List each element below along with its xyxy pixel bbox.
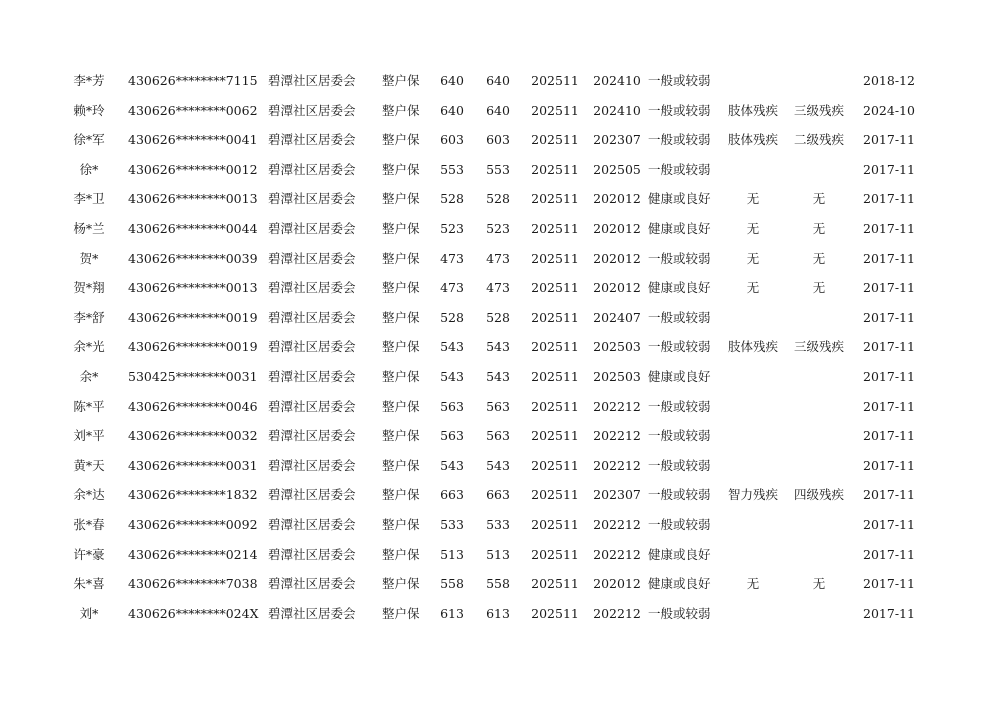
id-number-cell: 430626********0062 xyxy=(128,102,258,118)
id-number-cell: 430626********0032 xyxy=(128,428,258,444)
table-row xyxy=(0,392,1000,422)
date-cell: 2017-11 xyxy=(863,457,915,473)
date-cell: 2017-11 xyxy=(863,576,915,592)
month-cell: 202212 xyxy=(593,428,641,444)
community-cell: 碧潭社区居委会 xyxy=(268,457,356,473)
name-cell: 朱*喜 xyxy=(73,576,105,592)
disability-level-cell: 三级残疾 xyxy=(793,102,844,118)
month-cell: 202212 xyxy=(593,516,641,532)
community-cell: 碧潭社区居委会 xyxy=(268,546,356,562)
amount-cell: 513 xyxy=(440,546,464,562)
id-number-cell: 530425********0031 xyxy=(128,368,258,384)
date-cell: 2017-11 xyxy=(863,546,915,562)
id-number-cell: 430626********0041 xyxy=(128,132,258,148)
health-status-cell: 健康或良好 xyxy=(648,191,711,207)
community-cell: 碧潭社区居委会 xyxy=(268,132,356,148)
disability-type-cell xyxy=(722,362,784,392)
disability-level-cell: 四级残疾 xyxy=(793,487,844,503)
date-cell: 2018-12 xyxy=(863,73,915,88)
health-status-cell: 一般或较弱 xyxy=(648,398,711,414)
month-cell: 202511 xyxy=(531,309,579,325)
health-status-cell: 健康或良好 xyxy=(648,368,711,384)
disability-level-cell xyxy=(788,362,850,392)
id-number-cell: 430626********0013 xyxy=(128,191,258,207)
health-status-cell: 一般或较弱 xyxy=(648,428,711,444)
assistance-type-cell: 整户保 xyxy=(382,220,420,236)
table-row xyxy=(0,510,1000,540)
community-cell: 碧潭社区居委会 xyxy=(268,516,356,532)
disability-level-cell xyxy=(788,510,850,540)
amount-cell: 640 xyxy=(440,102,464,118)
id-number-cell: 430626********0012 xyxy=(128,161,258,177)
id-number-cell: 430626********0214 xyxy=(128,546,258,562)
name-cell: 张*春 xyxy=(73,516,105,532)
community-cell: 碧潭社区居委会 xyxy=(268,161,356,177)
amount-cell: 543 xyxy=(440,339,464,355)
disability-type-cell: 肢体残疾 xyxy=(727,102,778,118)
disability-type-cell xyxy=(722,392,784,422)
amount-cell: 553 xyxy=(486,161,510,177)
community-cell: 碧潭社区居委会 xyxy=(268,73,356,88)
disability-type-cell xyxy=(722,510,784,540)
assistance-type-cell: 整户保 xyxy=(382,191,420,207)
community-cell: 碧潭社区居委会 xyxy=(268,576,356,592)
date-cell: 2017-11 xyxy=(863,132,915,148)
month-cell: 202511 xyxy=(531,457,579,473)
id-number-cell: 430626********0031 xyxy=(128,457,258,473)
table-row xyxy=(0,184,1000,214)
month-cell: 202407 xyxy=(593,309,641,325)
amount-cell: 543 xyxy=(486,457,510,473)
month-cell: 202511 xyxy=(531,132,579,148)
amount-cell: 543 xyxy=(440,368,464,384)
community-cell: 碧潭社区居委会 xyxy=(268,605,356,621)
disability-level-cell xyxy=(788,303,850,333)
assistance-type-cell: 整户保 xyxy=(382,487,420,503)
health-status-cell: 一般或较弱 xyxy=(648,132,711,148)
table-row xyxy=(0,155,1000,185)
month-cell: 202012 xyxy=(593,576,641,592)
community-cell: 碧潭社区居委会 xyxy=(268,368,356,384)
month-cell: 202012 xyxy=(593,250,641,266)
community-cell: 碧潭社区居委会 xyxy=(268,309,356,325)
health-status-cell: 一般或较弱 xyxy=(648,339,711,355)
disability-level-cell: 无 xyxy=(812,220,826,236)
month-cell: 202511 xyxy=(531,398,579,414)
amount-cell: 640 xyxy=(486,73,510,88)
community-cell: 碧潭社区居委会 xyxy=(268,220,356,236)
assistance-type-cell: 整户保 xyxy=(382,576,420,592)
id-number-cell: 430626********0019 xyxy=(128,339,258,355)
name-cell: 杨*兰 xyxy=(73,220,105,236)
disability-type-cell: 无 xyxy=(746,191,760,207)
month-cell: 202012 xyxy=(593,191,641,207)
amount-cell: 613 xyxy=(440,605,464,621)
disability-type-cell xyxy=(722,451,784,481)
month-cell: 202410 xyxy=(593,102,641,118)
date-cell: 2017-11 xyxy=(863,161,915,177)
id-number-cell: 430626********7038 xyxy=(128,576,258,592)
table-row xyxy=(0,451,1000,481)
community-cell: 碧潭社区居委会 xyxy=(268,487,356,503)
month-cell: 202511 xyxy=(531,487,579,503)
month-cell: 202307 xyxy=(593,487,641,503)
table-row xyxy=(0,421,1000,451)
community-cell: 碧潭社区居委会 xyxy=(268,250,356,266)
month-cell: 202511 xyxy=(531,250,579,266)
table-row xyxy=(0,273,1000,303)
health-status-cell: 一般或较弱 xyxy=(648,516,711,532)
month-cell: 202503 xyxy=(593,339,641,355)
amount-cell: 528 xyxy=(440,191,464,207)
disability-type-cell: 无 xyxy=(746,280,760,296)
date-cell: 2017-11 xyxy=(863,309,915,325)
assistance-type-cell: 整户保 xyxy=(382,132,420,148)
health-status-cell: 一般或较弱 xyxy=(648,487,711,503)
month-cell: 202511 xyxy=(531,516,579,532)
date-cell: 2017-11 xyxy=(863,191,915,207)
date-cell: 2017-11 xyxy=(863,368,915,384)
amount-cell: 563 xyxy=(440,428,464,444)
health-status-cell: 一般或较弱 xyxy=(648,73,711,88)
table-row xyxy=(0,214,1000,244)
health-status-cell: 健康或良好 xyxy=(648,220,711,236)
disability-type-cell: 无 xyxy=(746,250,760,266)
disability-level-cell xyxy=(788,155,850,185)
disability-level-cell: 三级残疾 xyxy=(793,339,844,355)
name-cell: 贺* xyxy=(79,250,99,266)
date-cell: 2017-11 xyxy=(863,398,915,414)
date-cell: 2017-11 xyxy=(863,280,915,296)
month-cell: 202212 xyxy=(593,605,641,621)
assistance-type-cell: 整户保 xyxy=(382,368,420,384)
amount-cell: 528 xyxy=(486,309,510,325)
date-cell: 2017-11 xyxy=(863,250,915,266)
disability-type-cell: 无 xyxy=(746,220,760,236)
amount-cell: 473 xyxy=(440,250,464,266)
name-cell: 余*达 xyxy=(73,487,105,503)
month-cell: 202511 xyxy=(531,220,579,236)
disability-level-cell xyxy=(788,599,850,629)
id-number-cell: 430626********1832 xyxy=(128,487,258,503)
amount-cell: 528 xyxy=(486,191,510,207)
disability-type-cell: 无 xyxy=(746,576,760,592)
name-cell: 贺*翔 xyxy=(73,280,105,296)
date-cell: 2017-11 xyxy=(863,516,915,532)
health-status-cell: 一般或较弱 xyxy=(648,309,711,325)
amount-cell: 603 xyxy=(486,132,510,148)
community-cell: 碧潭社区居委会 xyxy=(268,191,356,207)
id-number-cell: 430626********7115 xyxy=(128,73,258,88)
month-cell: 202212 xyxy=(593,457,641,473)
health-status-cell: 一般或较弱 xyxy=(648,102,711,118)
amount-cell: 543 xyxy=(486,368,510,384)
community-cell: 碧潭社区居委会 xyxy=(268,398,356,414)
amount-cell: 533 xyxy=(486,516,510,532)
name-cell: 徐* xyxy=(79,161,99,177)
month-cell: 202511 xyxy=(531,280,579,296)
disability-type-cell: 肢体残疾 xyxy=(727,339,778,355)
disability-type-cell xyxy=(722,303,784,333)
table-row xyxy=(0,599,1000,629)
amount-cell: 603 xyxy=(440,132,464,148)
amount-cell: 558 xyxy=(440,576,464,592)
id-number-cell: 430626********0039 xyxy=(128,250,258,266)
amount-cell: 473 xyxy=(486,250,510,266)
month-cell: 202012 xyxy=(593,220,641,236)
id-number-cell: 430626********0092 xyxy=(128,516,258,532)
name-cell: 余*光 xyxy=(73,339,105,355)
date-cell: 2017-11 xyxy=(863,487,915,503)
month-cell: 202505 xyxy=(593,161,641,177)
amount-cell: 563 xyxy=(486,398,510,414)
date-cell: 2017-11 xyxy=(863,428,915,444)
amount-cell: 663 xyxy=(440,487,464,503)
health-status-cell: 一般或较弱 xyxy=(648,605,711,621)
table-row xyxy=(0,244,1000,274)
date-cell: 2017-11 xyxy=(863,339,915,355)
amount-cell: 473 xyxy=(486,280,510,296)
amount-cell: 523 xyxy=(440,220,464,236)
assistance-type-cell: 整户保 xyxy=(382,605,420,621)
records-table xyxy=(0,66,1000,628)
table-row xyxy=(0,480,1000,510)
name-cell: 刘*平 xyxy=(73,428,105,444)
amount-cell: 613 xyxy=(486,605,510,621)
assistance-type-cell: 整户保 xyxy=(382,250,420,266)
disability-type-cell xyxy=(722,540,784,570)
amount-cell: 553 xyxy=(440,161,464,177)
id-number-cell: 430626********0046 xyxy=(128,398,258,414)
name-cell: 李*卫 xyxy=(73,191,105,207)
assistance-type-cell: 整户保 xyxy=(382,428,420,444)
disability-type-cell: 智力残疾 xyxy=(727,487,778,503)
month-cell: 202511 xyxy=(531,368,579,384)
community-cell: 碧潭社区居委会 xyxy=(268,339,356,355)
amount-cell: 563 xyxy=(440,398,464,414)
assistance-type-cell: 整户保 xyxy=(382,516,420,532)
assistance-type-cell: 整户保 xyxy=(382,161,420,177)
disability-type-cell xyxy=(722,421,784,451)
amount-cell: 663 xyxy=(486,487,510,503)
disability-level-cell xyxy=(788,421,850,451)
health-status-cell: 健康或良好 xyxy=(648,576,711,592)
month-cell: 202511 xyxy=(531,605,579,621)
id-number-cell: 430626********0044 xyxy=(128,220,258,236)
amount-cell: 543 xyxy=(486,339,510,355)
table-row xyxy=(0,66,1000,96)
assistance-type-cell: 整户保 xyxy=(382,309,420,325)
name-cell: 李*芳 xyxy=(73,73,105,88)
amount-cell: 528 xyxy=(440,309,464,325)
amount-cell: 640 xyxy=(486,102,510,118)
table-row xyxy=(0,96,1000,126)
date-cell: 2024-10 xyxy=(863,102,915,118)
id-number-cell: 430626********0013 xyxy=(128,280,258,296)
amount-cell: 558 xyxy=(486,576,510,592)
table-row xyxy=(0,125,1000,155)
disability-level-cell: 二级残疾 xyxy=(793,132,844,148)
name-cell: 徐*军 xyxy=(73,132,105,148)
health-status-cell: 一般或较弱 xyxy=(648,250,711,266)
name-cell: 陈*平 xyxy=(73,398,105,414)
table-row xyxy=(0,303,1000,333)
community-cell: 碧潭社区居委会 xyxy=(268,280,356,296)
health-status-cell: 一般或较弱 xyxy=(648,161,711,177)
health-status-cell: 健康或良好 xyxy=(648,546,711,562)
table-row xyxy=(0,362,1000,392)
disability-level-cell: 无 xyxy=(812,280,826,296)
month-cell: 202503 xyxy=(593,368,641,384)
month-cell: 202511 xyxy=(531,191,579,207)
month-cell: 202012 xyxy=(593,280,641,296)
amount-cell: 543 xyxy=(440,457,464,473)
month-cell: 202212 xyxy=(593,546,641,562)
community-cell: 碧潭社区居委会 xyxy=(268,428,356,444)
name-cell: 黄*天 xyxy=(73,457,105,473)
month-cell: 202410 xyxy=(593,73,641,88)
assistance-type-cell: 整户保 xyxy=(382,102,420,118)
health-status-cell: 健康或良好 xyxy=(648,280,711,296)
date-cell: 2017-11 xyxy=(863,220,915,236)
month-cell: 202511 xyxy=(531,576,579,592)
id-number-cell: 430626********0019 xyxy=(128,309,258,325)
table-row xyxy=(0,540,1000,570)
assistance-type-cell: 整户保 xyxy=(382,398,420,414)
month-cell: 202511 xyxy=(531,102,579,118)
name-cell: 赖*玲 xyxy=(73,102,105,118)
month-cell: 202511 xyxy=(531,161,579,177)
date-cell: 2017-11 xyxy=(863,605,915,621)
assistance-type-cell: 整户保 xyxy=(382,73,420,88)
community-cell: 碧潭社区居委会 xyxy=(268,102,356,118)
disability-level-cell: 无 xyxy=(812,191,826,207)
name-cell: 刘* xyxy=(79,605,99,621)
amount-cell: 513 xyxy=(486,546,510,562)
name-cell: 许*豪 xyxy=(73,546,105,562)
disability-level-cell xyxy=(788,66,850,96)
month-cell: 202307 xyxy=(593,132,641,148)
disability-level-cell xyxy=(788,392,850,422)
name-cell: 李*舒 xyxy=(73,309,105,325)
amount-cell: 640 xyxy=(440,73,464,88)
name-cell: 余* xyxy=(79,368,99,384)
month-cell: 202511 xyxy=(531,546,579,562)
assistance-type-cell: 整户保 xyxy=(382,457,420,473)
month-cell: 202511 xyxy=(531,73,579,88)
disability-level-cell: 无 xyxy=(812,576,826,592)
disability-level-cell xyxy=(788,451,850,481)
disability-level-cell xyxy=(788,540,850,570)
disability-level-cell: 无 xyxy=(812,250,826,266)
assistance-type-cell: 整户保 xyxy=(382,546,420,562)
disability-type-cell xyxy=(722,66,784,96)
table-row xyxy=(0,569,1000,599)
disability-type-cell xyxy=(722,599,784,629)
table-row xyxy=(0,332,1000,362)
disability-type-cell xyxy=(722,155,784,185)
month-cell: 202511 xyxy=(531,428,579,444)
amount-cell: 533 xyxy=(440,516,464,532)
disability-type-cell: 肢体残疾 xyxy=(727,132,778,148)
id-number-cell: 430626********024X xyxy=(128,605,259,621)
amount-cell: 563 xyxy=(486,428,510,444)
assistance-type-cell: 整户保 xyxy=(382,339,420,355)
month-cell: 202212 xyxy=(593,398,641,414)
assistance-type-cell: 整户保 xyxy=(382,280,420,296)
month-cell: 202511 xyxy=(531,339,579,355)
amount-cell: 473 xyxy=(440,280,464,296)
health-status-cell: 一般或较弱 xyxy=(648,457,711,473)
amount-cell: 523 xyxy=(486,220,510,236)
